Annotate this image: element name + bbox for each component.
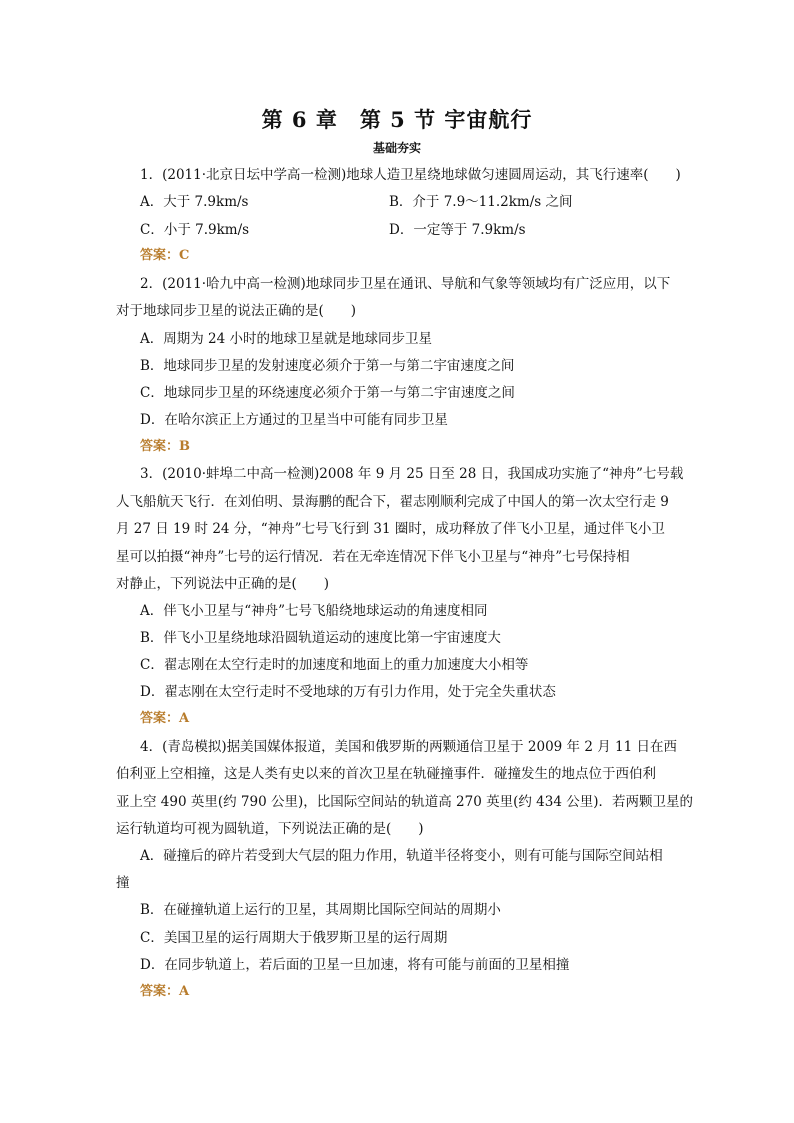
question-3-answer: 答案：A	[140, 711, 190, 726]
question-1-option-d: D．一定等于 7.9km/s	[389, 222, 526, 238]
question-3-option-b: B．伴飞小卫星绕地球沿圆轨道运动的速度比第一宇宙速度大	[140, 630, 501, 646]
question-4-stem-line-3: 亚上空 490 英里(约 790 公里)，比国际空间站的轨道高 270 英里(约 434 公里)．若两颗卫星的	[116, 794, 693, 810]
question-2-stem-line-2: 对于地球同步卫星的说法正确的是( )	[116, 303, 357, 319]
question-1-option-c: C．小于 7.9km/s	[140, 222, 250, 238]
question-1-option-a: A．大于 7.9km/s	[140, 194, 249, 210]
question-2-option-a: A．周期为 24 小时的地球卫星就是地球同步卫星	[140, 331, 433, 347]
question-3-stem-line-3: 月 27 日 19 时 24 分，“神舟”七号飞行到 31 圈时，成功释放了伴飞小卫星，通过伴飞小卫	[116, 521, 665, 537]
question-4-option-a-line-2: 撞	[116, 875, 130, 891]
question-1-option-b: B．介于 7.9～11.2km/s 之间	[389, 194, 573, 210]
question-4-option-a-line-1: A．碰撞后的碎片若受到大气层的阻力作用，轨道半径将变小，则有可能与国际空间站相	[140, 848, 663, 864]
question-2-stem-line-1: 2．(2011·哈九中高一检测)地球同步卫星在通讯、导航和气象等领域均有广泛应用，以下	[140, 276, 671, 292]
question-3-stem-line-1: 3．(2010·蚌埠二中高一检测)2008 年 9 月 25 日至 28 日，我国成功实施了“神舟”七号载	[140, 466, 684, 482]
question-2-option-c: C．地球同步卫星的环绕速度必须介于第一与第二宇宙速度之间	[140, 385, 515, 401]
question-4-option-b: B．在碰撞轨道上运行的卫星，其周期比国际空间站的周期小	[140, 902, 501, 918]
question-3-stem-line-5: 对静止，下列说法中正确的是( )	[116, 576, 330, 592]
question-4-stem-line-2: 伯利亚上空相撞，这是人类有史以来的首次卫星在轨碰撞事件．碰撞发生的地点位于西伯利	[116, 766, 656, 782]
question-3-option-a: A．伴飞小卫星与“神舟”七号飞船绕地球运动的角速度相同	[140, 603, 488, 619]
question-1-answer: 答案：C	[140, 248, 190, 263]
question-2-option-d: D．在哈尔滨正上方通过的卫星当中可能有同步卫星	[140, 412, 448, 428]
question-4-option-d: D．在同步轨道上，若后面的卫星一旦加速，将有可能与前面的卫星相撞	[140, 957, 570, 973]
question-4-answer: 答案：A	[140, 984, 190, 999]
question-4-stem-line-4: 运行轨道均可视为圆轨道，下列说法正确的是( )	[116, 821, 424, 837]
question-4-option-c: C．美国卫星的运行周期大于俄罗斯卫星的运行周期	[140, 930, 448, 946]
question-3-stem-line-2: 人飞船航天飞行．在刘伯明、景海鹏的配合下，翟志刚顺利完成了中国人的第一次太空行走 9	[116, 494, 669, 510]
question-3-option-d: D．翟志刚在太空行走时不受地球的万有引力作用，处于完全失重状态	[140, 684, 556, 700]
question-4-stem-line-1: 4．(青岛模拟)据美国媒体报道，美国和俄罗斯的两颗通信卫星于 2009 年 2 月 11 日在西	[140, 739, 677, 755]
section-heading: 基础夯实	[372, 141, 421, 155]
question-1-stem: 1．(2011·北京日坛中学高一检测)地球人造卫星绕地球做匀速圆周运动，其飞行速率( )	[140, 167, 681, 183]
question-3-option-c: C．翟志刚在太空行走时的加速度和地面上的重力加速度大小相等	[140, 657, 529, 673]
question-2-option-b: B．地球同步卫星的发射速度必须介于第一与第二宇宙速度之间	[140, 358, 515, 374]
question-2-answer: 答案：B	[140, 439, 190, 454]
question-3-stem-line-4: 星可以拍摄“神舟”七号的运行情况．若在无牵连情况下伴飞小卫星与“神舟”七号保持相	[116, 549, 630, 565]
page-title: 第 6 章 第 5 节 宇宙航行	[261, 107, 533, 132]
